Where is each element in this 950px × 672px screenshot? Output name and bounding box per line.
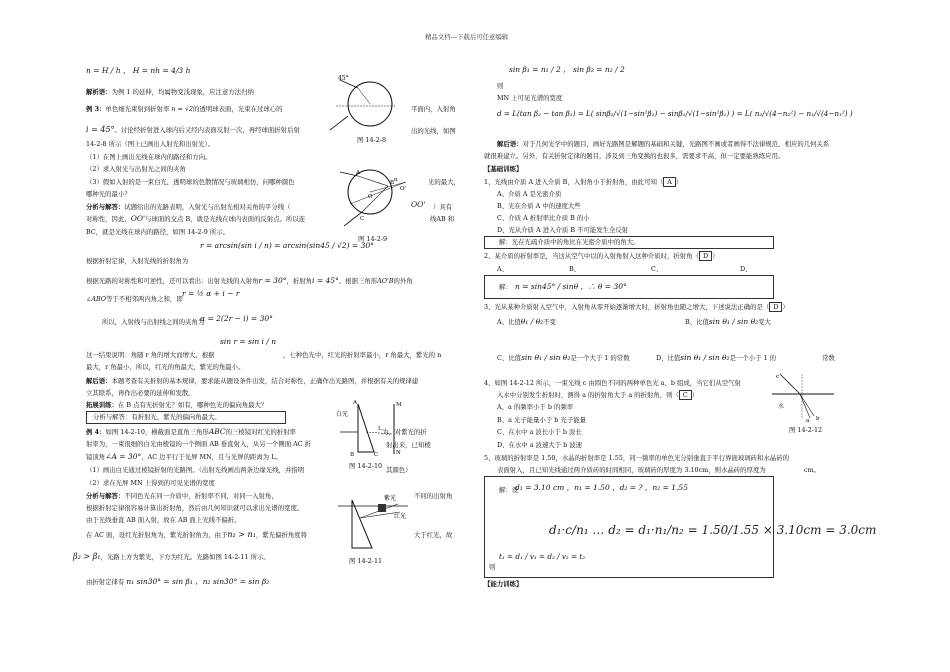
b1-option-b: B、光在介质 A 中的速度大些 [497, 202, 581, 210]
ex3-line1: 例 3：单色细光束射到折射率 n = √2的透明球表面，光束在过球心的 [86, 105, 283, 113]
ans1: 解析语：为例 1 的延伸，均属物变浅现象，应注意方法归纳 [86, 88, 254, 96]
fig-14-2-11-caption: 图 14-2-11 [349, 557, 383, 565]
analysis-line1: 分析与解答：试题给出的光路表明，入射光与出射光相对关角的平分线（ [86, 203, 291, 211]
angle-formula: r = ½ α + i − r [182, 289, 240, 298]
b1-option-a: A、介质 A 是光密介质 [497, 190, 562, 198]
figure-14-2-10 [336, 398, 410, 458]
analysis2-line4-tail: 大于红光，故 [414, 531, 453, 539]
analysis-line4: 根据折射定律，入射光线的折射角为 [86, 257, 189, 265]
analysis2-line5: β₂ > β₁，光路上方为紫光，下方为红光。光路如图 14-2-11 所示。 [73, 552, 270, 561]
b2-option-d: D、 [740, 265, 752, 273]
ex4-line1: 例 4：如图 14-2-10，横截面是直角三角形ABC的三棱镜对红光的折射率 [86, 427, 296, 436]
fig10-label-b: B [350, 452, 355, 458]
b1-answer: A [663, 177, 676, 187]
fig-14-2-10-caption: 图 14-2-10 [349, 462, 383, 470]
ex3-line2-tail: 出的光线，如图 [411, 127, 456, 135]
analysis-line8: 这一结果说明：角随 r 角的增大而增大。根据 [86, 351, 215, 359]
analysis-line5: 根据光路的对称性和可逆性，还可以看出：出射光线的入射角r = 30°，折射角i = 45°。根据三角形AO'B的外角 [86, 276, 413, 285]
b2-solution-formula: n = sin45° / sinθ ，∴ θ = 30° [515, 282, 627, 291]
b1-question: 1、光线由介质 A 进入介质 B，入射角小于折射角，由此可知（ A ） [484, 178, 683, 186]
page-header: 精品文档---下载后可任意编辑 [425, 33, 509, 41]
ans2-line1: 解后语：本题考查有关折射的基本规律，要求能从题设条件出发，结合对称性，正确作出光路图，并根据有关的规律建 [86, 377, 419, 385]
extension-answer-box [86, 411, 286, 424]
fig12-label-c: c [776, 374, 780, 380]
ex4-q1-tail: 其颜色） [386, 466, 412, 474]
b3-question: 3、光从某种介质射入空气中，入射角从零开始逐渐增大时，折射角也随之增大，下述说法正确的是（ D ） [484, 303, 789, 311]
analysis-line3: BC，就是光线在球内的路径，如图 14-2-9 所示。 [86, 228, 229, 236]
analysis-line6: ∠ABO等于不相邻两内角之和，即 [86, 295, 183, 303]
analysis-line8-tail: ，七种色光中，红光的折射率最小，r 角最大，紫光的 n [283, 351, 442, 359]
figure-14-2-9 [336, 162, 408, 230]
analysis2-line6: 由折射定律有 n₁ sin30° = sin β₁ ，n₂ sin30° = sin β₂ [86, 577, 270, 586]
b5-thickness-formula: d₁·c/n₁ … d₂ = d₁·n₁/n₂ = 1.50/1.55 × 3.10cm = 3.0cm [549, 523, 877, 537]
ex3-line3: 14-2-8 所示（图上已画出入射光和出射光）。 [86, 140, 215, 148]
b5-then-label: 则 [489, 563, 496, 571]
sin-r-formula: sin r = sin i / n [220, 337, 277, 346]
ex3-line2: i = 45°。讨论经折射进入球内后又经内表面反射一次，再经球面折射后射 [86, 125, 300, 134]
b4-option-a: A、a 的频率小于 b 的频率 [497, 403, 574, 411]
analysis-line1-tail: ）具有 [433, 203, 453, 211]
spectrum-width-formula: d = L(tan β₂ − tan β₁) = L( sinβ₂/√(1−sin²β₂) − sinβ₁/√(1−sin²β₁) ) = L( n₂/√(4−n₂²) − n₁/√(4−n₁²) ) [497, 109, 853, 118]
figure-14-2-8 [334, 76, 404, 134]
red-light-label: 红光 [394, 513, 407, 520]
ex4-line1-tail: 为，对紫光的折 [382, 428, 427, 436]
ans3-line1: 解后语：对于几何光学中的题目，画好光路图是解题的基础和关键，光路图不画或者画得不法律规范，相应的几何关系 [497, 140, 830, 148]
question-3: （3）假如入射的是一束白光，透明球的色散情况与玻璃相仿，问哪种颜色 [86, 178, 295, 186]
b2-answer: D [699, 251, 712, 261]
ex4-q2: （2）求在光屏 MN 上得到的可见光谱的宽度 [86, 479, 215, 487]
ex4-line2: 射率为，一束很细的白光由棱镜的一个侧面 AB 垂直射入，从另一个侧面 AC 折 [86, 440, 312, 448]
refraction-formula: r = arcsin(sin i / n) = arcsin(sin45 / √2) = 30° [200, 241, 374, 250]
analysis-line9: 最大，r 角最小，所以，红光的角最大，紫光的角最小。 [86, 363, 245, 371]
spectrum-width-text: MN 上可见光谱的宽度 [497, 94, 563, 102]
oo-prime: OO' [411, 200, 426, 209]
b3-option-d: D、比值sin θ₁ / sin θ₂是一个小于 1 的 [656, 353, 777, 362]
b4-answer: C [679, 390, 692, 400]
b1-option-d: D、光从介质 A 进入介质 B 不可能发生全反射 [497, 226, 629, 234]
b5-question-line2: 表面射入，且已知光线通过两介质砖的时间相同，玻璃砖的厚度为 3.10cm，则水晶砖的厚度为 [497, 466, 766, 474]
b4-question-line2: 入水中分别发生折射时，测得 a 的折射角大于 a 的折射角，则（ C ） [497, 391, 699, 399]
b1-answer-box [484, 236, 774, 249]
b5-question-line1: 5、玻璃的折射率是 1.50，水晶的折射率是 1.55，同一频率的单色光分别垂直于平行界面玻璃砖和水晶砖的 [484, 454, 789, 462]
b2-answer-box [484, 275, 774, 299]
b5-question-tail: cm。 [804, 466, 821, 474]
angle-45-label: 45° [338, 75, 349, 82]
analysis-line7: 所以，入射线与出射线之间的夹角为 [102, 318, 205, 326]
analysis-line2-tail: 线AB 和 [430, 215, 455, 223]
extension: 拓展训练：在 B 点有无折射光？如有，哪种色光的偏向角最大？ [86, 401, 268, 409]
section-basic-training: 【基础训练】 [484, 165, 523, 173]
b2-option-b: B、 [569, 265, 581, 273]
analysis2-line4: 在 AC 面，设红光折射角为，紫光折射角为，由于n₂ > n₁，紫光偏折角度将 [86, 530, 308, 539]
figure-14-2-12 [772, 372, 834, 422]
question-3-tail: 光的最大， [428, 178, 460, 186]
white-light-label: 白光 [336, 411, 349, 418]
analysis2-line1: 分析与解答：不同色光在同一介质中，折射率不同，对同一入射角， [86, 492, 278, 500]
sin-beta-formula: sin β₁ = n₁ / 2 ， sin β₂ = n₂ / 2 [509, 65, 625, 74]
b5-time-formula: t₁ = d₁ / v₁ = d₂ / v₂ = t₂ [499, 552, 586, 561]
analysis2-line1-tail: 不同的出射角 [414, 492, 453, 500]
fig-14-2-8-caption: 图 14-2-8 [357, 136, 387, 144]
b4-option-b: B、a 光子能量小于 b 光子能量 [497, 416, 586, 424]
water-label: 水 [778, 403, 785, 410]
alpha-formula: α = 2(2r − i) = 30° [200, 314, 273, 323]
ex4-line2-tail: 射出来，已知棱 [386, 441, 431, 449]
analysis2-line3: 由于光线垂直 AB 面入射，故在 AB 面上光线不偏折。 [86, 516, 241, 524]
analysis2-line2: 根据折射定律很容易计算出折射角，然后由几何知识就可以求出光谱的宽度。 [86, 504, 304, 512]
fig10-label-m: M [396, 402, 402, 408]
fig12-label-a: a [806, 418, 810, 424]
ex3-line1-tail: 平面内，入射角 [411, 105, 456, 113]
fig10-label-a: A [353, 400, 357, 406]
fig9-label-o-prime: O' [400, 186, 407, 192]
b3-answer: D [769, 302, 782, 312]
fig10-label-l: L [378, 426, 382, 432]
b5-answer-box [484, 476, 877, 578]
ex4-line3: 镜顶角∠A = 30°，AC 边平行于光屏 MN，且与光屏的距离为 L。 [86, 452, 282, 461]
figure-14-2-11 [338, 496, 410, 554]
fig9-label-c: C [360, 216, 365, 222]
fig12-label-b: b [816, 416, 820, 422]
violet-light-label: 紫光 [384, 495, 397, 502]
b1-option-c: C、介质 A 折射率比介质 B 的小 [497, 214, 590, 222]
fig9-label-a: A [356, 170, 360, 176]
ex4-q1: （1）画出白光通过棱镜折射的光路图。（出射光线画出两条边缘光线，并指明 [86, 466, 305, 474]
ans2-line2: 立其联系，再作出必要的延伸和发散。 [86, 389, 195, 397]
analysis-line2: 对称性，因此，OO'与球面的交点 B，就是光线在球内表面的反射点。所以连 [86, 214, 306, 223]
b5-solution-label: 解：设 [499, 486, 519, 494]
b2-solution-label: 解： [499, 283, 512, 291]
b4-question-line1: 4、如图 14-2-12 所示，一束光线 c 由圆色不同的两种单色光 a、b 组成，当它们从空气射 [484, 379, 741, 387]
fig9-label-alpha: α [394, 177, 398, 183]
fig10-label-n: N [396, 450, 401, 456]
b4-option-d: D、在水中 a 波速大于 b 波速 [497, 441, 583, 449]
b2-question: 2、某介质的折射率是，当这从空气中以的入射角射入这种介质时，折射角（ D ） [484, 252, 719, 260]
fig9-label-o: O [368, 194, 373, 200]
b4-option-c: C、在水中 a 波长小于 b 波长 [497, 428, 582, 436]
fig9-label-b: B [390, 180, 395, 186]
section-ability-training: 【能力训练】 [484, 580, 523, 588]
b2-option-a: A、 [497, 265, 509, 273]
ans3-line2: 就很难建立。另外，有关折射定律的题目，涉及到三角变换的也很多，需要求不高，但一定要能熟练应用。 [484, 152, 785, 160]
sin-beta-prefix: 则 [497, 82, 504, 90]
b3-option-b: B、比值sin θ₁ / sin θ₂变大 [685, 317, 771, 326]
b5-given-values: d₁ = 3.10 cm ，n₁ = 1.50 ，d₂ = ? ，n₂ = 1.55 [515, 483, 688, 492]
b3-option-d-tail: 常数 [822, 354, 835, 362]
extension-answer: 分析与解答：有折射光，紫光的偏向角最大。 [93, 413, 221, 421]
fig10-label-c: C [374, 452, 379, 458]
fig-14-2-9-caption: 图 14-2-9 [358, 235, 388, 243]
b1-solution: 解：光在光疏介质中的角比在光密介质中的角大。 [499, 238, 640, 246]
question-3-end: 哪种光的最小？ [86, 190, 131, 198]
fig-14-2-12-caption: 图 14-2-12 [789, 426, 823, 434]
b3-option-a: A、比值θ₁ / θ₂不变 [497, 317, 556, 326]
question-2: （2）求入射光与出射光之间的夹角 [86, 165, 186, 173]
question-1: （1）在图上画出光线在球内的路径和方向。 [86, 153, 212, 161]
b2-option-c: C、 [651, 265, 663, 273]
formula-n: n = H / h ， H = nh = 4/3 h [86, 66, 191, 75]
b3-option-c: C、比值sin θ₁ / sin θ₂是一个大于 1 的常数 [497, 353, 630, 362]
